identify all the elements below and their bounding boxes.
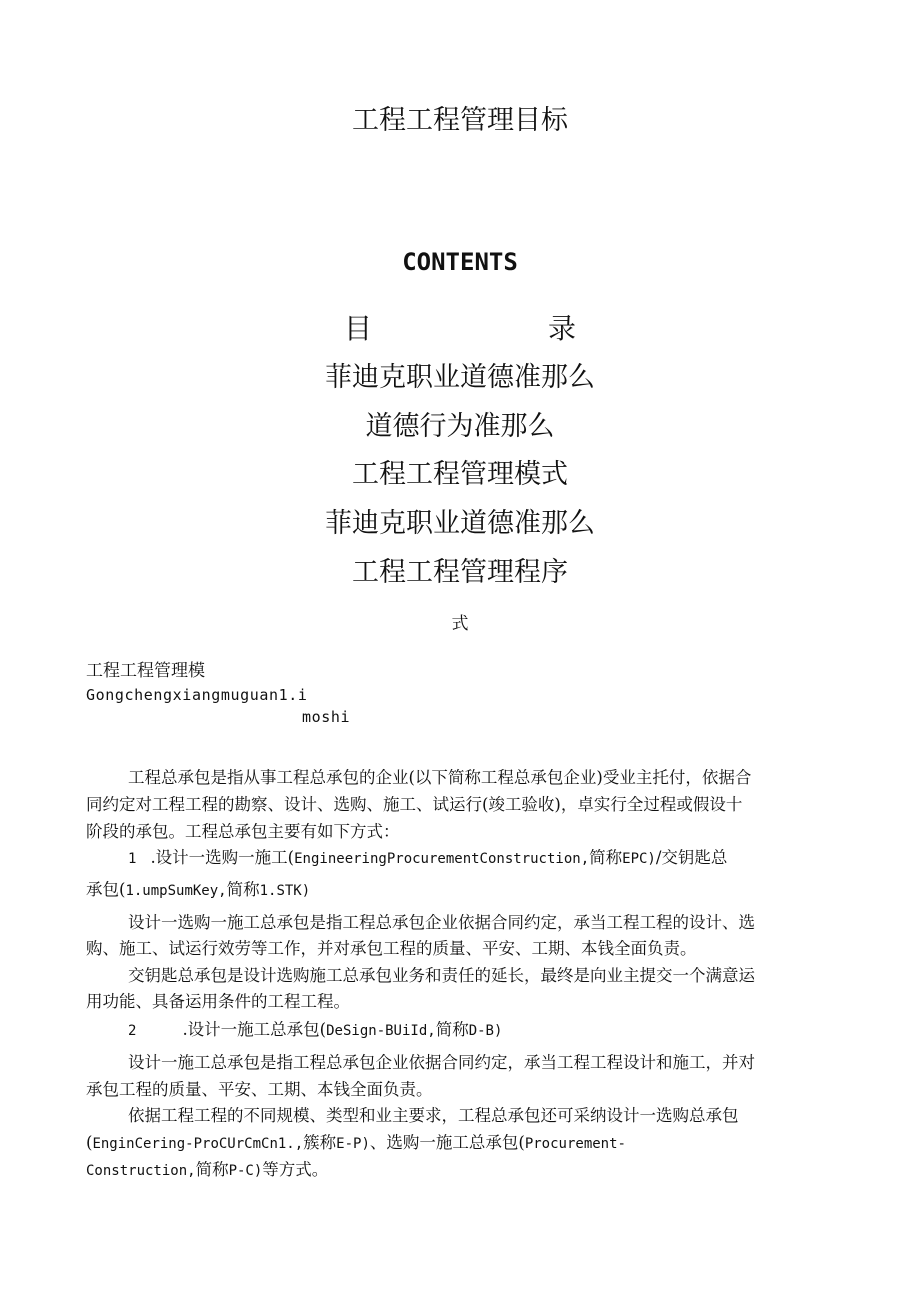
section-title: 工程工程管理模	[86, 661, 205, 681]
toc-entry: 道德行为准那么	[365, 411, 555, 442]
toc-entry: 工程工程管理模式	[352, 459, 568, 490]
list-item-1-cont: 承包(1.umpSumKey,简称1.STK)	[86, 880, 311, 899]
list-number: 1	[128, 851, 137, 867]
toc-entry: 菲迪克职业道德准那么	[325, 508, 595, 539]
contents-heading: CONTENTS	[402, 248, 518, 276]
toc-heading-right: 录	[548, 312, 577, 345]
paragraph-line: 交钥匙总承包是设计选购施工总承包业务和责任的延长，最终是向业主提交一个满意运	[128, 966, 755, 985]
document-title: 工程工程管理目标	[352, 105, 568, 136]
paragraph-line: 用功能、具备运用条件的工程工程。	[86, 992, 350, 1011]
paragraph-line: 购、施工、试运行效劳等工作，并对承包工程的质量、平安、工期、本钱全面负责。	[86, 939, 697, 958]
section-pinyin-line2: moshi	[302, 708, 351, 726]
list-item-2: 2 .设计一施工总承包(DeSign-BUiId,简称D-B)	[128, 1020, 503, 1039]
paragraph-line: 设计一施工总承包是指工程总承包企业依据合同约定，承当工程工程设计和施工，并对	[128, 1053, 755, 1072]
list-item-1: 1 .设计一选购一施工(EngineeringProcurementConstruction,简称EPC)/交钥匙总	[128, 848, 728, 867]
paragraph-line: 同约定对工程工程的勘察、设计、选购、施工、试运行(竣工验收)，卓实行全过程或假设十	[86, 795, 743, 814]
paragraph-line: 设计一选购一施工总承包是指工程总承包企业依据合同约定，承当工程工程的设计、选	[128, 913, 755, 932]
paragraph-line: 阶段的承包。工程总承包主要有如下方式：	[86, 822, 400, 841]
paragraph-line: Construction,简称P-C)等方式。	[86, 1160, 329, 1179]
toc-entry-tail: 式	[451, 614, 469, 634]
paragraph-line: 工程总承包是指从事工程总承包的企业(以下简称工程总承包企业)受业主托付，依据合	[128, 768, 752, 787]
paragraph-line: 依据工程工程的不同规模、类型和业主要求，工程总承包还可采纳设计一选购总承包	[128, 1106, 739, 1125]
paragraph-line: (EnginCering-ProCUrCmCn1.,簇称E-P)、选购一施工总承包(Procurement-	[86, 1133, 626, 1152]
toc-heading-left: 目	[344, 312, 373, 345]
section-pinyin-line1: Gongchengxiangmuguan1.i	[86, 686, 308, 704]
paragraph-line: 承包工程的质量、平安、工期、本钱全面负责。	[86, 1080, 433, 1099]
toc-entry: 菲迪克职业道德准那么	[325, 362, 595, 393]
toc-entry: 工程工程管理程序	[352, 557, 568, 588]
list-number: 2	[128, 1023, 137, 1039]
